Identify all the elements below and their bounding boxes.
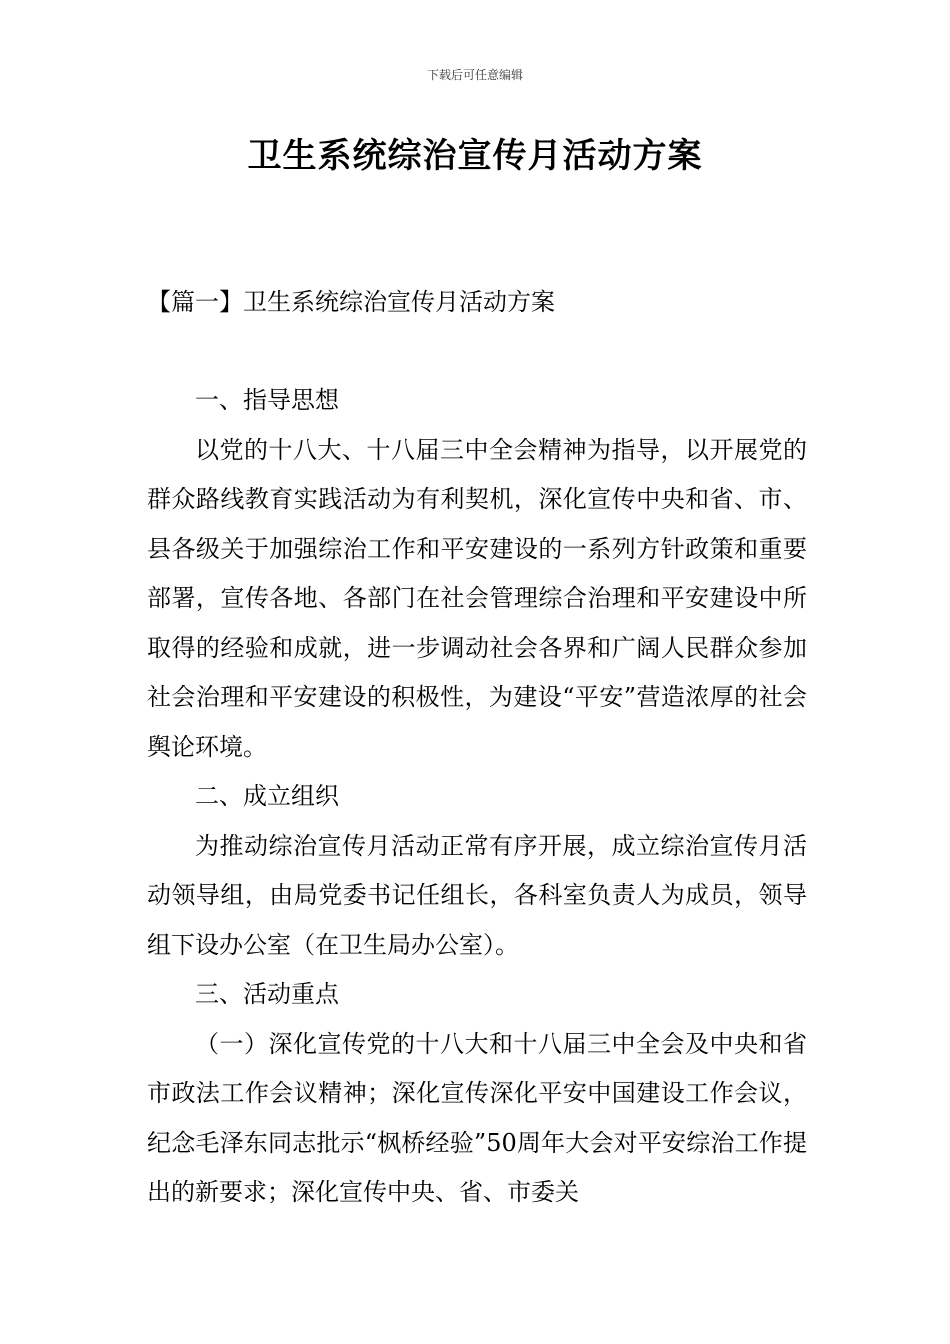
section-title: 【篇一】卫生系统综治宣传月活动方案 bbox=[147, 288, 555, 316]
heading-organization: 二、成立组织 bbox=[195, 782, 339, 810]
paragraph-guiding-thought: 以党的十八大、十八届三中全会精神为指导，以开展党的群众路线教育实践活动为有利契机，深化宣传中央和省、市、县各级关于加强综治工作和平安建设的一系列方针政策和重要部署，宣传各地、各部门在社会管理综合治理和平安建设中所取得的经验和成就，进一步调动社会各界和广阔人民群众参加社会治理和平安建设的积极性，为建设“平安”营造浓厚的社会舆论环境。 bbox=[147, 435, 807, 761]
heading-guiding-thought: 一、指导思想 bbox=[195, 386, 339, 414]
heading-activity-focus: 三、活动重点 bbox=[195, 980, 339, 1008]
paragraph-organization: 为推动综治宣传月活动正常有序开展，成立综治宣传月活动领导组，由局党委书记任组长，各科室负责人为成员，领导组下设办公室（在卫生局办公室）。 bbox=[147, 831, 807, 959]
header-note: 下载后可任意编辑 bbox=[426, 68, 523, 82]
paragraph-activity-focus-1: （一）深化宣传党的十八大和十八届三中全会及中央和省市政法工作会议精神；深化宣传深化平安中国建设工作会议，纪念毛泽东同志批示“枫桥经验”50周年大会对平安综治工作提出的新要求；深化宣传中央、省、市委关 bbox=[147, 1029, 807, 1206]
document-title: 卫生系统综治宣传月活动方案 bbox=[247, 136, 703, 176]
document-body bbox=[147, 376, 807, 1218]
